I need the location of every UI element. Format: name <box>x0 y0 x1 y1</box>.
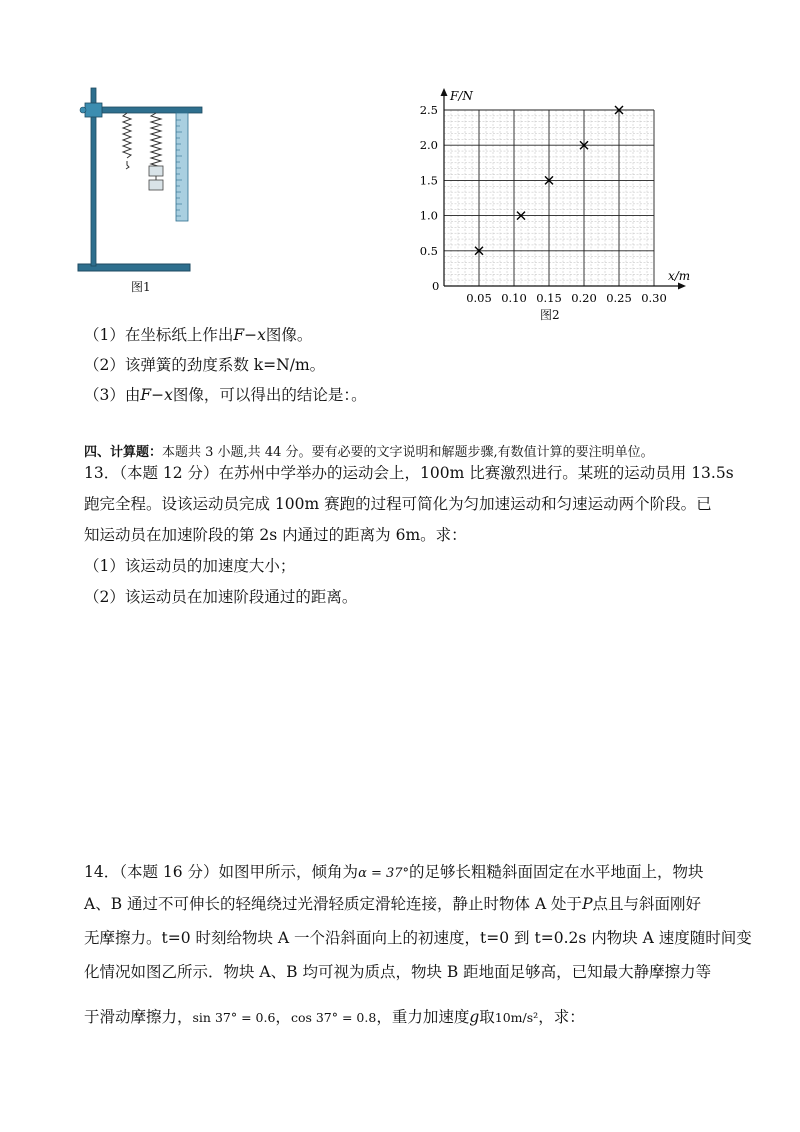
figure2-chart <box>410 72 700 307</box>
ruler <box>176 113 188 221</box>
y-tick-label: 0.5 <box>419 243 438 258</box>
x-tick-label: 0.10 <box>501 291 527 305</box>
y-axis-arrow <box>441 88 448 96</box>
x-axis-arrow <box>678 283 686 290</box>
figure2-caption: 图2 <box>540 308 560 322</box>
weight-bottom <box>149 180 163 190</box>
q13-line2: 跑完全程。设该运动员完成 100m 赛跑的过程可简化为匀加速运动和匀速运动两个阶段。已 <box>84 495 712 513</box>
y-tick-label: 2.5 <box>419 103 438 117</box>
x-tick-label: 0.15 <box>536 291 562 305</box>
weight-top <box>149 166 163 176</box>
figure1-caption: 图1 <box>131 280 151 294</box>
figure1-apparatus <box>70 80 210 280</box>
q13-line1: 13．（本题 12 分）在苏州中学举办的运动会上，100m 比赛激烈进行。某班的运动员用 13.5s <box>84 464 734 482</box>
origin-label: 0 <box>432 279 440 293</box>
q13-sub1: （1）该运动员的加速度大小； <box>84 557 296 575</box>
stand-arm <box>96 107 202 113</box>
q14-line5: 于滑动摩擦力，sin 37° = 0.6，cos 37° = 0.8，重力加速度g取10m/s²，求： <box>84 1008 585 1026</box>
q12-part1: （1）在坐标纸上作出F−x图像。 <box>84 326 313 344</box>
x-tick-label: 0.05 <box>466 291 492 305</box>
clamp <box>85 103 102 117</box>
q14-line1: 14．（本题 16 分）如图甲所示，倾角为α = 37°的足够长粗糙斜面固定在水平地面上，物块 <box>84 863 704 881</box>
q14-line4: 化情况如图乙所示．物块 A、B 均可视为质点，物块 B 距地面足够高，已知最大静摩擦力等 <box>84 963 712 981</box>
q13-line3: 知运动员在加速阶段的第 2s 内通过的距离为 6m。求： <box>84 526 467 544</box>
q14-line2: A、B 通过不可伸长的轻绳绕过光滑轻质定滑轮连接，静止时物体 A 处于P点且与斜面刚好 <box>84 895 702 913</box>
spring-unloaded <box>123 113 131 169</box>
section4-heading: 四、计算题：本题共 3 小题,共 44 分。要有必要的文字说明和解题步骤,有数值计算的要注明单位。 <box>84 445 654 460</box>
y-axis-label: F/N <box>450 89 473 103</box>
q14-line3: 无摩擦力。t=0 时刻给物块 A 一个沿斜面向上的初速度，t=0 到 t=0.2s 内物块 A 速度随时间变 <box>84 929 752 947</box>
y-tick-label: 1.5 <box>419 173 438 188</box>
q12-part3: （3）由F−x图像，可以得出的结论是：。 <box>84 386 367 404</box>
x-axis-label: x/m <box>668 269 691 283</box>
x-tick-label: 0.30 <box>641 291 667 305</box>
q13-sub2: （2）该运动员在加速阶段通过的距离。 <box>84 588 358 606</box>
y-tick-label: 2.0 <box>419 138 438 153</box>
x-tick-label: 0.20 <box>571 291 597 305</box>
x-tick-label: 0.25 <box>606 291 632 305</box>
y-tick-label: 1.0 <box>419 208 438 223</box>
q12-part2: （2）该弹簧的劲度系数 k=N/m。 <box>84 356 326 374</box>
